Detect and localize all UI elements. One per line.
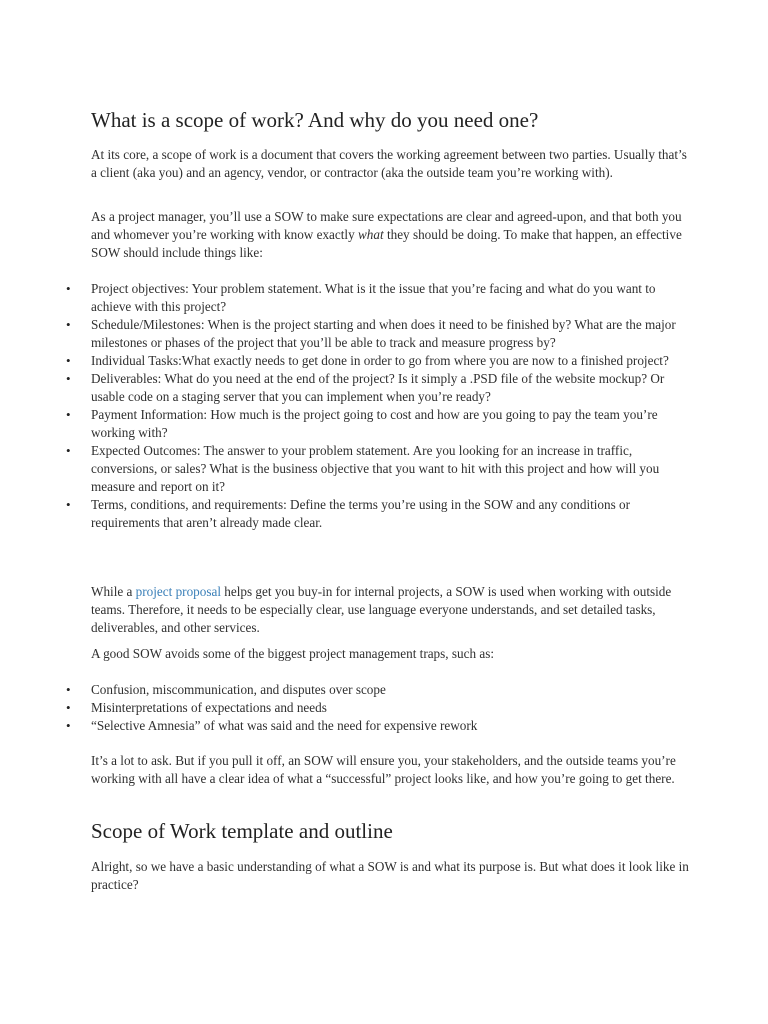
conclusion-paragraph: It’s a lot to ask. But if you pull it off, an SOW will ensure you, your stakeholders, and the outside teams you’re working with all have a clear idea of what a “successful” project looks like, and how you’re going to get there. (91, 753, 676, 786)
traps-list (0, 681, 700, 735)
project-manager-paragraph (91, 208, 691, 262)
paragraph-text: While a (91, 584, 136, 599)
project-proposal-link[interactable]: project proposal (135, 584, 221, 599)
list-item: • “Selective Amnesia” of what was said and the need for expensive rework (0, 717, 691, 735)
list-item: • Payment Information: How much is the project going to cost and how are you going to pay the team you’re working with? (0, 406, 691, 442)
paragraph-text: As a project manager, you’ll use a SOW to make sure expectations are clear and agreed-upon, and that both you and whomever you’re working with know exactly (91, 209, 682, 242)
sow-contents-list (0, 280, 700, 532)
paragraph-text: helps get you buy-in for internal projects, a SOW is used when working with outside teams. Therefore, it needs to be especially clear, use language everyone understands, and set detailed tasks, deliverables, and other services. (91, 584, 672, 635)
list-item: • Confusion, miscommunication, and disputes over scope (0, 681, 691, 699)
list-item: • Terms, conditions, and requirements: Define the terms you’re using in the SOW and any conditions or requirements that aren’t already made clear. (0, 496, 691, 532)
emphasis-what: what (357, 227, 384, 242)
list-item: • Schedule/Milestones: When is the project starting and when does it need to be finished by? What are the major milestones or phases of the project that you’ll be able to track and measure progress by? (0, 316, 691, 352)
intro-paragraph: At its core, a scope of work is a document that covers the working agreement between two parties. Usually that’s a client (aka you) and an agency, vendor, or contractor (aka the outside team you’re working with). (91, 147, 687, 180)
paragraph-text: they should be doing. To make that happen, an effective SOW should include things like: (91, 227, 682, 260)
traps-intro-paragraph: A good SOW avoids some of the biggest project management traps, such as: (91, 646, 494, 661)
list-item: • Deliverables: What do you need at the end of the project? Is it simply a .PSD file of the website mockup? Or usable code on a staging server that you can implement when you’re ready? (0, 370, 691, 406)
section-heading-template-outline: Scope of Work template and outline (91, 819, 393, 843)
list-item: • Project objectives: Your problem statement. What is it the issue that you’re facing and what do you want to achieve with this project? (0, 280, 691, 316)
list-item: • Expected Outcomes: The answer to your problem statement. Are you looking for an increase in traffic, conversions, or sales? What is the business objective that you want to hit with this project and how will you measure and report on it? (0, 442, 691, 496)
project-proposal-paragraph (91, 583, 691, 637)
template-intro-paragraph: Alright, so we have a basic understanding of what a SOW is and what its purpose is. But what does it look like in practice? (91, 859, 689, 892)
list-item: • Misinterpretations of expectations and needs (0, 699, 691, 717)
list-item: • Individual Tasks:What exactly needs to get done in order to go from where you are now to a finished project? (0, 352, 691, 370)
section-heading-scope-of-work: What is a scope of work? And why do you need one? (91, 108, 539, 132)
